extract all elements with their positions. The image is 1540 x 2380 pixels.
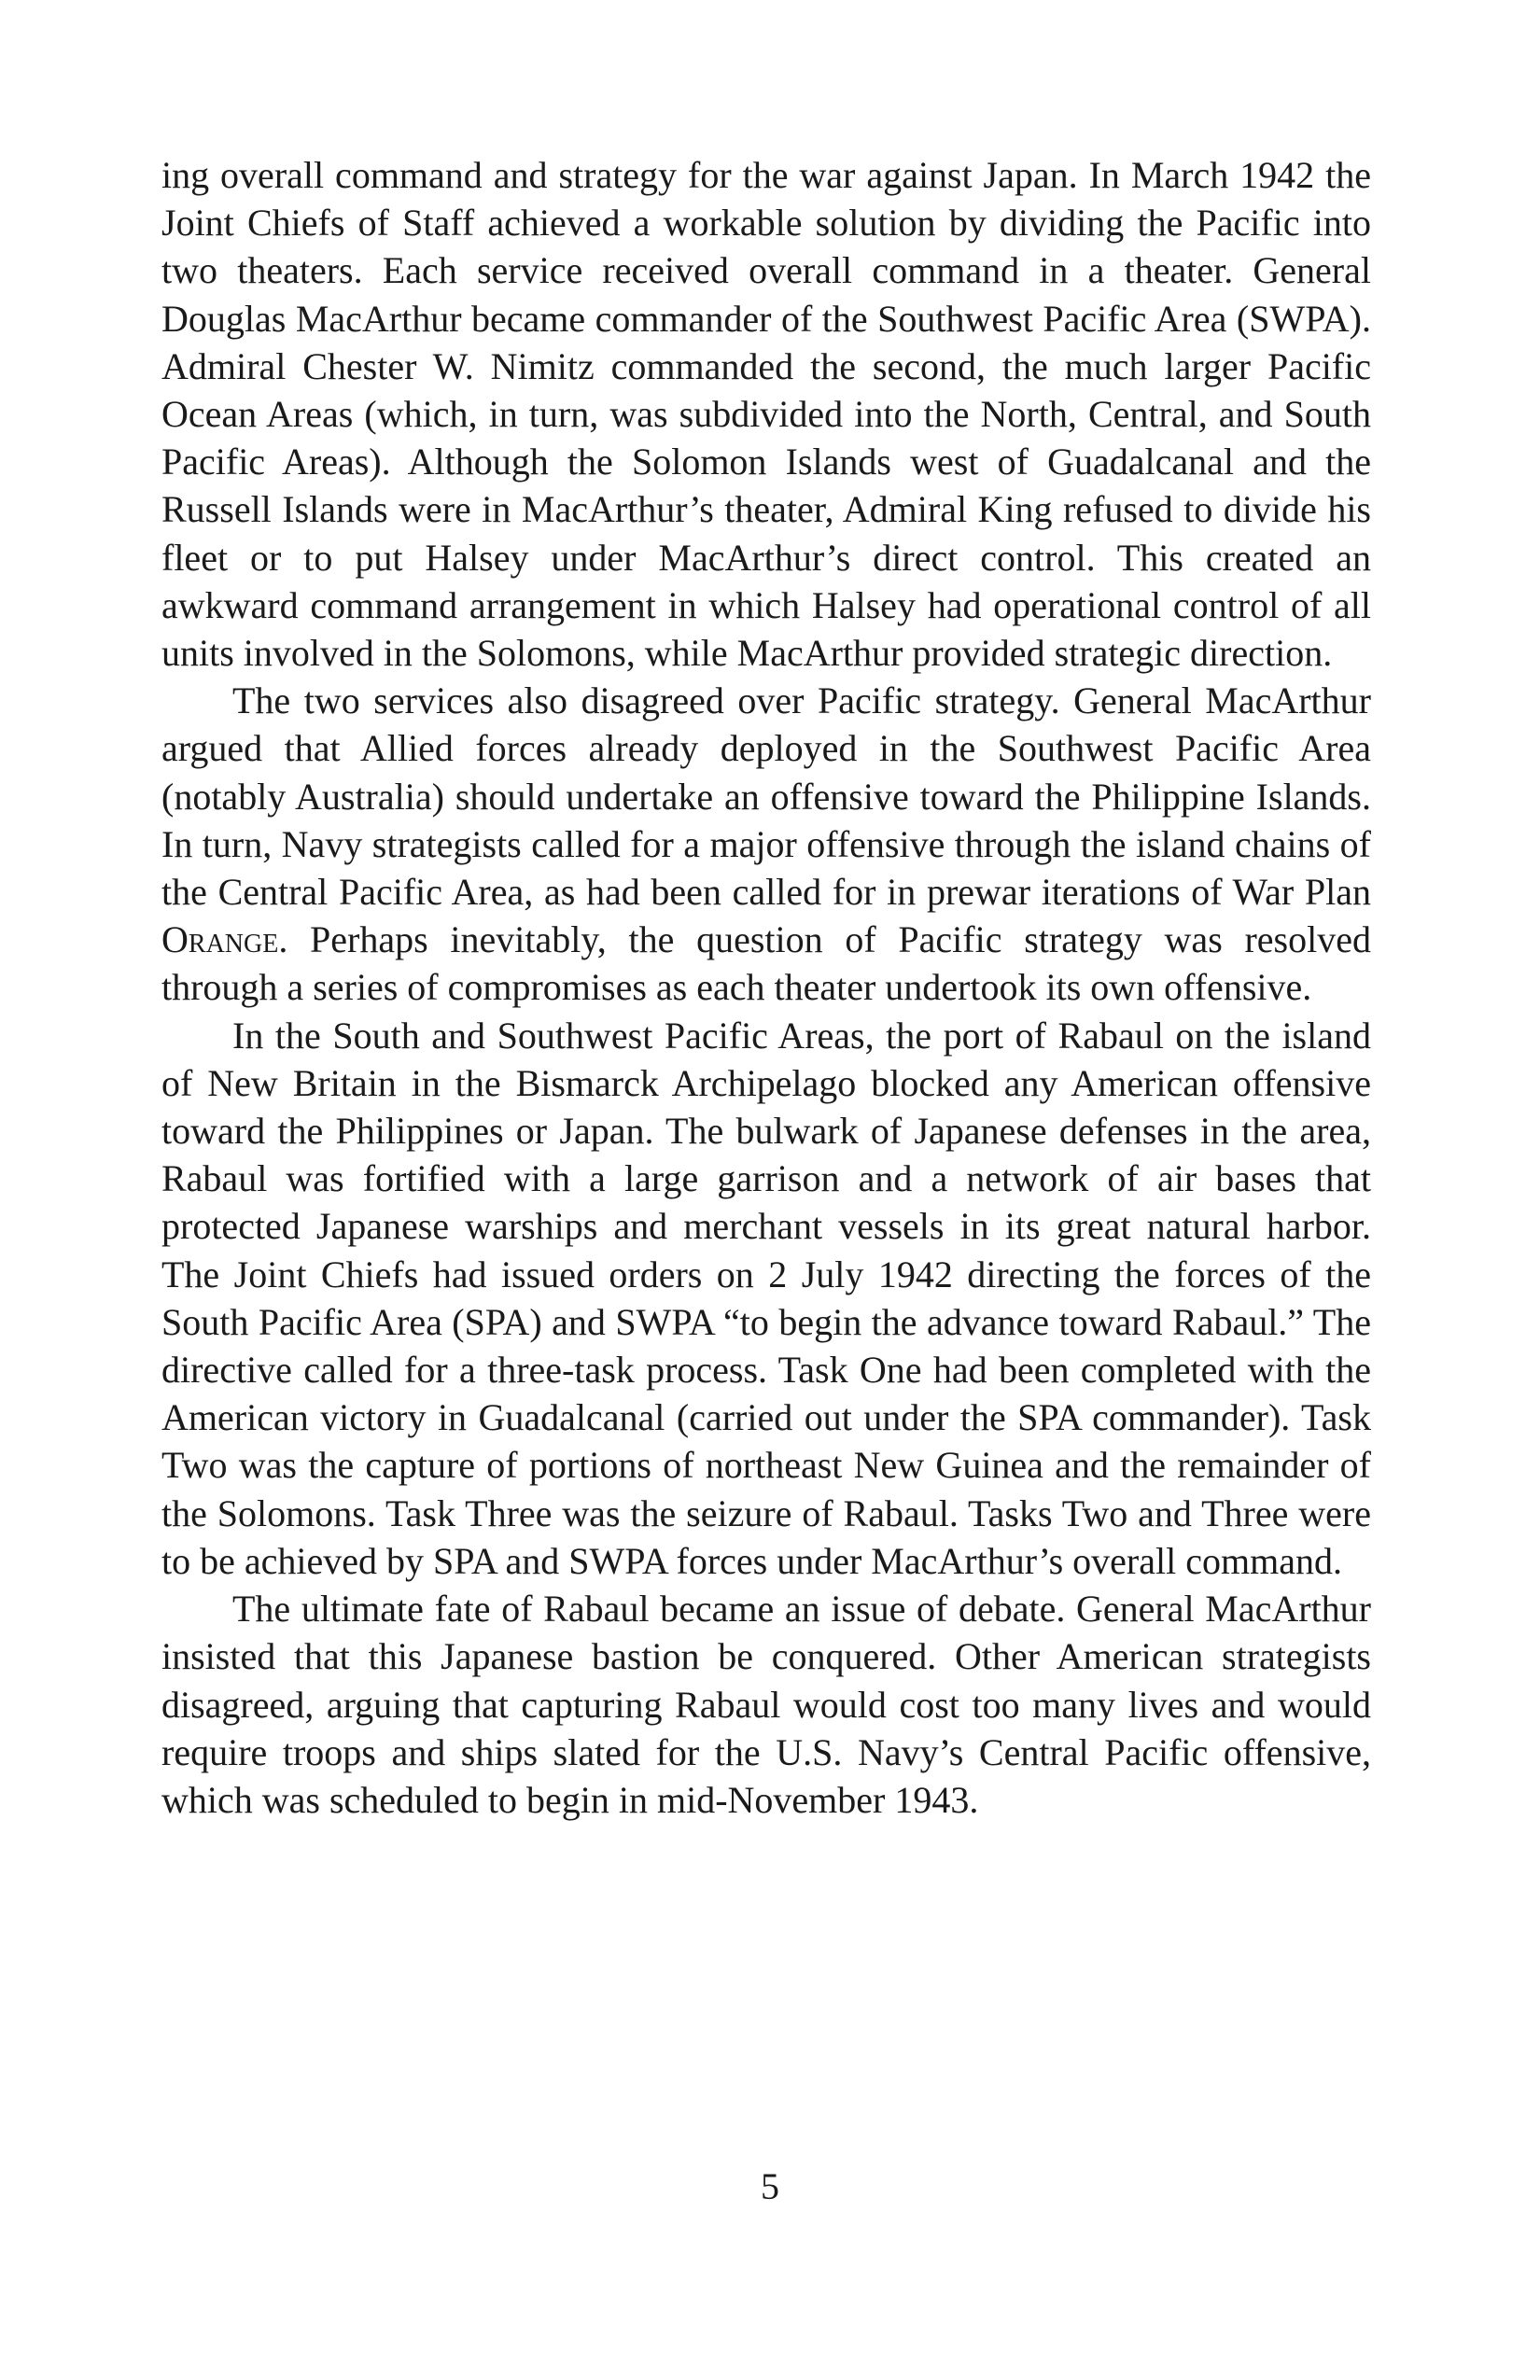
paragraph-4: The ultimate fate of Rabaul became an issue of debate. General MacArthur insisted that this Japanese bastion be conquered. Other American strategists disagreed, arguing that capturing Rabaul would cost too many lives and would require troops and ships slated for the U.S. Navy’s Central Pacific offensive, which was scheduled to begin in mid-November 1943. — [161, 1588, 1371, 1821]
page-number: 5 — [761, 2165, 779, 2207]
paragraph-2 — [161, 677, 1371, 1011]
body-text — [161, 151, 1371, 1824]
paragraph-2-text-after: . Perhaps inevitably, the question of Pacific strategy was resolved through a series of compromises as each theater undertook its own offensive. — [161, 918, 1371, 1009]
paragraph-1: ing overall command and strategy for the war against Japan. In March 1942 the Joint Chiefs of Staff achieved a workable solution by dividing the Pacific into two theaters. Each service received overall command in a theater. General Douglas MacArthur became commander of the Southwest Pacific Area (SWPA). Admiral Chester W. Nimitz commanded the second, the much larger Pacific Ocean Areas (which, in turn, was subdivided into the North, Central, and South Pacific Areas). Although the Solomon Islands west of Guadalcanal and the Russell Islands were in MacArthur’s theater, Admiral King refused to divide his fleet or to put Halsey under MacArthur’s direct control. This created an awkward command arrangement in which Halsey had operational control of all units involved in the Solomons, while MacArthur provided strategic direction. — [161, 154, 1371, 675]
war-plan-name: Orange — [161, 918, 279, 961]
paragraph-2-text-before: The two services also disagreed over Pacific strategy. General MacArthur argued that Allied forces already deployed in the Southwest Pacific Area (notably Australia) should undertake an offensive toward the Philippine Islands. In turn, Navy strategists called for a major offensive through the island chains of the Central Pacific Area, as had been called for in prewar iterations of War Plan — [161, 679, 1371, 914]
paragraph-3: In the South and Southwest Pacific Areas, the port of Rabaul on the island of New Britain in the Bismarck Archipelago blocked any American offensive toward the Philippines or Japan. The bulwark of Japanese defenses in the area, Rabaul was fortified with a large garrison and a network of air bases that protected Japanese warships and merchant vessels in its great natural harbor. The Joint Chiefs had issued orders on 2 July 1942 directing the forces of the South Pacific Area (SPA) and SWPA “to begin the advance toward Rabaul.” The directive called for a three-task process. Task One had been completed with the American victory in Guadalcanal (carried out under the SPA commander). Task Two was the capture of portions of northeast New Guinea and the remainder of the Solomons. Task Three was the seizure of Rabaul. Tasks Two and Three were to be achieved by SPA and SWPA forces under MacArthur’s overall command. — [161, 1014, 1371, 1582]
